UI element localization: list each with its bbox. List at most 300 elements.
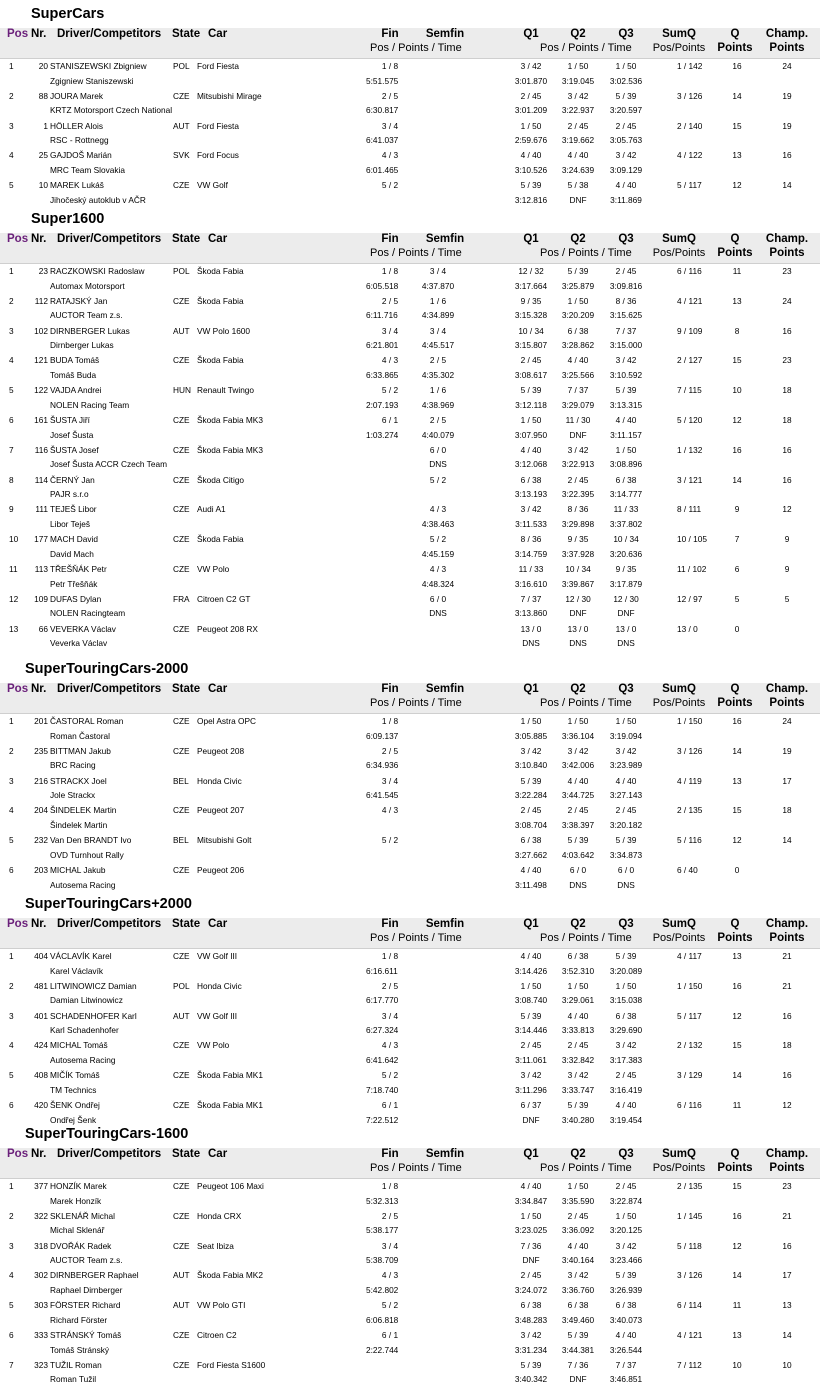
team-name: Petr Třešňák bbox=[50, 578, 98, 589]
q3-result: 3 / 42 bbox=[615, 150, 637, 161]
q3-result: 5 / 39 bbox=[615, 1270, 637, 1281]
sumq-result: 4 / 117 bbox=[677, 951, 702, 961]
sumq-result: 5 / 116 bbox=[677, 835, 702, 846]
driver-name: DIRNBERGER Raphael bbox=[50, 1270, 139, 1281]
final-time: 6:05.518 bbox=[366, 280, 399, 291]
q-points: 12 bbox=[732, 415, 742, 425]
q-points-header: Q bbox=[730, 918, 740, 930]
q2-header: Q2 bbox=[570, 918, 586, 930]
q-points-header: Q bbox=[730, 1148, 740, 1160]
q2-time: 3:42.006 bbox=[561, 760, 595, 771]
start-number-cell: 303 bbox=[34, 1300, 48, 1311]
q1-time: 3:05.885 bbox=[514, 730, 548, 741]
championship-points: 23 bbox=[782, 1181, 792, 1191]
sumq-result: 1 / 150 bbox=[677, 980, 703, 991]
driver-name: DVOŘÁK Radek bbox=[50, 1240, 112, 1251]
car-cell: Renault Twingo bbox=[197, 385, 255, 396]
q2-result: 12 / 30 bbox=[565, 593, 591, 604]
state-cell: CZE bbox=[173, 564, 190, 574]
driver-name: DIRNBERGER Lukas bbox=[50, 325, 130, 336]
final-result: 4 / 3 bbox=[381, 1270, 399, 1281]
state-header: State bbox=[172, 918, 201, 930]
q3-time: 3:14.777 bbox=[609, 489, 643, 500]
q-points: 11 bbox=[732, 1100, 742, 1110]
q1-result: 6 / 38 bbox=[520, 835, 542, 846]
q2-result: 2 / 45 bbox=[567, 474, 589, 485]
car-header: Car bbox=[208, 918, 228, 930]
state-header: State bbox=[172, 1148, 201, 1160]
fin-subheader: Pos / Points / Time bbox=[370, 42, 462, 54]
section-title: SuperTouringCars-2000 bbox=[25, 661, 189, 677]
q1-result: 1 / 50 bbox=[520, 716, 542, 726]
q-points: 15 bbox=[732, 120, 742, 131]
q-points: 6 bbox=[734, 564, 740, 574]
q2-time: 3:29.079 bbox=[561, 399, 595, 410]
q1-time: 3:12.068 bbox=[514, 459, 548, 470]
q3-time: 3:27.143 bbox=[609, 790, 643, 801]
final-result: 3 / 4 bbox=[381, 775, 399, 786]
driver-name: LITWINOWICZ Damian bbox=[50, 980, 137, 991]
q2-result: 8 / 36 bbox=[567, 504, 589, 515]
car-cell: Mitsubishi Mirage bbox=[197, 90, 262, 101]
q2-result: 3 / 42 bbox=[567, 1070, 589, 1081]
q2-result: 4 / 40 bbox=[567, 150, 589, 161]
sumq-result: 1 / 145 bbox=[677, 1210, 703, 1221]
q2-time: 3:33.813 bbox=[561, 1025, 595, 1036]
semfin-header: Semfin bbox=[425, 918, 465, 930]
final-result: 3 / 4 bbox=[381, 1010, 399, 1021]
car-cell: VW Golf III bbox=[197, 1010, 238, 1021]
champ-header: Champ. bbox=[765, 28, 809, 40]
q1-result: 3 / 42 bbox=[520, 61, 542, 71]
start-number-cell: 201 bbox=[34, 716, 48, 726]
q1-result: 6 / 37 bbox=[520, 1100, 542, 1110]
q-points: 10 bbox=[732, 385, 742, 396]
state-cell: CZE bbox=[173, 623, 190, 634]
sumq-result: 6 / 116 bbox=[677, 266, 702, 276]
q3-result: 3 / 42 bbox=[615, 1240, 637, 1251]
start-number-cell: 203 bbox=[34, 865, 48, 875]
q3-result: 4 / 40 bbox=[615, 775, 637, 786]
team-name: Marek Honzík bbox=[50, 1195, 102, 1206]
final-time: 6:06.818 bbox=[366, 1314, 399, 1325]
sumq-header: SumQ bbox=[662, 233, 696, 245]
q3-result: 2 / 45 bbox=[615, 805, 637, 816]
champ-subheader: Points bbox=[769, 932, 805, 944]
championship-points: 24 bbox=[782, 716, 792, 726]
start-number-cell: 102 bbox=[34, 325, 48, 336]
state-cell: AUT bbox=[173, 1010, 190, 1021]
q-points: 14 bbox=[732, 1070, 742, 1081]
final-result: 4 / 3 bbox=[381, 355, 399, 366]
driver-name: TEJEŠ Libor bbox=[50, 504, 97, 515]
team-name: Josef Šusta bbox=[50, 429, 94, 440]
q1-result: 11 / 33 bbox=[518, 564, 544, 574]
final-time: 6:01.465 bbox=[366, 164, 399, 175]
q1-result: 1 / 50 bbox=[520, 1210, 542, 1221]
driver-name: MICHAL Jakub bbox=[50, 865, 106, 875]
sumq-result: 4 / 121 bbox=[677, 1330, 703, 1340]
q1-result: 3 / 42 bbox=[520, 1330, 542, 1340]
semfin-header: Semfin bbox=[425, 1148, 465, 1160]
q3-result: 2 / 45 bbox=[615, 1070, 637, 1081]
q3-result: 3 / 42 bbox=[615, 745, 637, 756]
q-points: 14 bbox=[732, 745, 742, 756]
q-points: 8 bbox=[734, 325, 740, 336]
q3-result: 11 / 33 bbox=[613, 504, 639, 515]
championship-points: 14 bbox=[782, 835, 792, 846]
q2-time: 3:35.590 bbox=[561, 1195, 595, 1206]
car-cell: Škoda Fabia bbox=[197, 355, 244, 366]
fin-header: Fin bbox=[381, 1148, 399, 1160]
pos-header: Pos bbox=[7, 28, 29, 40]
final-time: 2:07.193 bbox=[366, 399, 399, 410]
q1-time: 3:11.498 bbox=[515, 879, 547, 890]
final-result: 2 / 5 bbox=[381, 745, 399, 756]
q2-result: 3 / 42 bbox=[567, 745, 589, 756]
final-result: 6 / 1 bbox=[381, 415, 399, 425]
team-name: Roman Tužil bbox=[50, 1374, 97, 1385]
start-number-cell: 322 bbox=[34, 1210, 48, 1221]
semifinal-time: 4:45.517 bbox=[421, 340, 455, 351]
results-section bbox=[0, 205, 820, 215]
q-points: 12 bbox=[732, 1010, 742, 1021]
champ-header: Champ. bbox=[765, 1148, 809, 1160]
team-name: Michal Sklenář bbox=[50, 1225, 105, 1236]
q3-header: Q3 bbox=[618, 918, 634, 930]
state-cell: POL bbox=[173, 266, 190, 276]
championship-points: 18 bbox=[782, 385, 792, 396]
q3-time: 3:20.597 bbox=[609, 105, 643, 116]
final-result: 6 / 1 bbox=[381, 1330, 399, 1340]
team-name: RSC - Rottnegg bbox=[50, 135, 109, 146]
start-number-cell: 235 bbox=[34, 745, 48, 756]
q1-result: 8 / 36 bbox=[520, 534, 542, 545]
q2-time: 3:29.898 bbox=[561, 518, 595, 529]
start-number-cell: 25 bbox=[38, 150, 48, 161]
driver-name: HÖLLER Alois bbox=[50, 120, 104, 131]
start-number-cell: 121 bbox=[34, 355, 48, 366]
position-cell: 6 bbox=[9, 415, 14, 425]
q2-time: 3:24.639 bbox=[561, 164, 595, 175]
driver-name: ŠUSTA Josef bbox=[50, 444, 99, 455]
sumq-result: 7 / 115 bbox=[677, 385, 702, 396]
champ-header: Champ. bbox=[765, 233, 809, 245]
q-points: 13 bbox=[732, 295, 742, 306]
q2-time: 3:36.760 bbox=[561, 1284, 595, 1295]
driver-header: Driver/Competitors bbox=[57, 683, 162, 695]
team-name: Dirnberger Lukas bbox=[50, 340, 114, 351]
fin-subheader: Pos / Points / Time bbox=[370, 1162, 462, 1174]
q-points: 0 bbox=[734, 623, 740, 634]
q2-time: 3:44.725 bbox=[561, 790, 595, 801]
section-title: Super1600 bbox=[31, 211, 105, 227]
sumq-result: 3 / 121 bbox=[677, 474, 703, 485]
championship-points: 17 bbox=[782, 1270, 792, 1281]
state-cell: POL bbox=[173, 61, 190, 71]
q3-time: DNF bbox=[617, 608, 635, 619]
final-result: 4 / 3 bbox=[381, 1040, 399, 1051]
state-cell: CZE bbox=[173, 745, 190, 756]
q1-result: 7 / 37 bbox=[520, 593, 542, 604]
position-cell: 9 bbox=[9, 504, 14, 515]
q3-result: 4 / 40 bbox=[615, 1330, 637, 1340]
q3-result: 2 / 45 bbox=[615, 120, 637, 131]
team-name: NOLEN Racingteam bbox=[50, 608, 126, 619]
q1-time: 3:01.209 bbox=[514, 105, 548, 116]
q-points: 10 bbox=[732, 1359, 742, 1370]
q1-time: 3:31.234 bbox=[514, 1344, 548, 1355]
championship-points: 19 bbox=[782, 90, 792, 101]
q3-time: 3:05.763 bbox=[609, 135, 643, 146]
start-number-cell: 10 bbox=[38, 180, 48, 191]
sumq-header: SumQ bbox=[662, 1148, 696, 1160]
q1-time: 3:12.118 bbox=[515, 399, 547, 410]
state-cell: SVK bbox=[173, 150, 190, 161]
section-title: SuperCars bbox=[31, 6, 105, 22]
sumq-subheader: Pos/Points bbox=[652, 1162, 706, 1174]
final-time: 6:11.716 bbox=[366, 310, 398, 321]
q2-time: 3:19.662 bbox=[561, 135, 595, 146]
sumq-result: 8 / 111 bbox=[677, 504, 702, 515]
start-number-cell: 420 bbox=[34, 1100, 48, 1110]
car-cell: Honda CRX bbox=[197, 1210, 242, 1221]
q3-time: 3:11.869 bbox=[610, 194, 642, 205]
driver-header: Driver/Competitors bbox=[57, 1148, 162, 1160]
q-points: 16 bbox=[732, 61, 742, 71]
q1-result: 9 / 35 bbox=[520, 295, 542, 306]
q1-result: 1 / 50 bbox=[520, 980, 542, 991]
position-cell: 5 bbox=[9, 835, 14, 846]
car-cell: Honda Civic bbox=[197, 775, 242, 786]
semifinal-result: 5 / 2 bbox=[429, 474, 447, 485]
q-points: 16 bbox=[732, 444, 742, 455]
q-points: 11 bbox=[732, 266, 742, 276]
championship-points: 19 bbox=[782, 745, 792, 756]
position-cell: 2 bbox=[9, 980, 14, 991]
q3-result: 5 / 39 bbox=[615, 385, 637, 396]
sumq-result: 1 / 150 bbox=[677, 716, 703, 726]
start-number-cell: 20 bbox=[38, 61, 48, 71]
qualifying-subheader: Pos / Points / Time bbox=[540, 932, 632, 944]
team-name: PAJR s.r.o bbox=[50, 489, 89, 500]
q3-result: 6 / 0 bbox=[617, 865, 635, 875]
final-result: 2 / 5 bbox=[381, 980, 399, 991]
q3-time: 3:19.454 bbox=[609, 1114, 643, 1125]
semifinal-time: 4:48.324 bbox=[421, 578, 455, 589]
state-cell: HUN bbox=[173, 385, 191, 396]
q2-header: Q2 bbox=[570, 1148, 586, 1160]
driver-name: RATAJSKÝ Jan bbox=[50, 295, 108, 306]
car-cell: Škoda Fabia MK3 bbox=[197, 444, 263, 455]
driver-name: TŘEŠŇÁK Petr bbox=[50, 564, 107, 574]
q2-result: 6 / 38 bbox=[567, 951, 589, 961]
position-cell: 5 bbox=[9, 1300, 14, 1311]
nr-header: Nr. bbox=[31, 1148, 47, 1160]
q3-time: 3:29.690 bbox=[609, 1025, 643, 1036]
sumq-result: 5 / 120 bbox=[677, 415, 703, 425]
q2-result: 1 / 50 bbox=[567, 716, 589, 726]
semifinal-result: 5 / 2 bbox=[429, 534, 447, 545]
semifinal-time: 4:38.463 bbox=[421, 518, 455, 529]
championship-points: 10 bbox=[782, 1359, 792, 1370]
q3-result: 3 / 42 bbox=[615, 355, 637, 366]
results-section bbox=[0, 0, 820, 10]
q2-time: 3:25.566 bbox=[561, 369, 595, 380]
position-cell: 1 bbox=[9, 1181, 14, 1191]
champ-header: Champ. bbox=[765, 683, 809, 695]
q1-time: 3:15.807 bbox=[514, 340, 548, 351]
final-time: 2:22.744 bbox=[366, 1344, 399, 1355]
q1-time: 3:16.610 bbox=[514, 578, 548, 589]
q3-time: 3:17.879 bbox=[609, 578, 643, 589]
final-time: 5:32.313 bbox=[366, 1195, 399, 1206]
q-points: 15 bbox=[732, 355, 742, 366]
team-name: Autosema Racing bbox=[50, 879, 116, 890]
q3-result: 1 / 50 bbox=[615, 61, 637, 71]
q3-result: 4 / 40 bbox=[615, 1100, 637, 1110]
q2-result: 1 / 50 bbox=[567, 61, 589, 71]
start-number-cell: 161 bbox=[34, 415, 48, 425]
team-name: NOLEN Racing Team bbox=[50, 399, 130, 410]
car-header: Car bbox=[208, 1148, 228, 1160]
championship-points: 5 bbox=[784, 593, 790, 604]
position-cell: 1 bbox=[9, 951, 14, 961]
championship-points: 18 bbox=[782, 805, 792, 816]
q2-time: 3:32.842 bbox=[561, 1054, 595, 1065]
state-cell: CZE bbox=[173, 504, 190, 515]
q-points-header: Q bbox=[730, 233, 740, 245]
q3-time: 3:37.802 bbox=[609, 518, 643, 529]
q-points-subheader: Points bbox=[717, 247, 753, 259]
position-cell: 2 bbox=[9, 295, 14, 306]
q1-time: 3:08.704 bbox=[514, 819, 548, 830]
start-number-cell: 216 bbox=[34, 775, 48, 786]
pos-header: Pos bbox=[7, 233, 29, 245]
q-points: 12 bbox=[732, 180, 742, 191]
start-number-cell: 114 bbox=[34, 474, 48, 485]
championship-points: 16 bbox=[782, 1010, 792, 1021]
position-cell: 11 bbox=[9, 564, 18, 574]
sumq-result: 5 / 117 bbox=[677, 1010, 702, 1021]
q1-header: Q1 bbox=[523, 233, 539, 245]
state-cell: CZE bbox=[173, 1100, 190, 1110]
car-cell: Peugeot 206 bbox=[197, 865, 245, 875]
car-cell: Škoda Fabia bbox=[197, 295, 244, 306]
q2-result: 13 / 0 bbox=[567, 623, 589, 634]
semifinal-result: 2 / 5 bbox=[429, 415, 447, 425]
position-cell: 12 bbox=[9, 593, 19, 604]
driver-name: STRACKX Joel bbox=[50, 775, 107, 786]
state-cell: CZE bbox=[173, 805, 190, 816]
driver-name: VÁCLAVÍK Karel bbox=[50, 951, 112, 961]
championship-points: 16 bbox=[782, 1240, 792, 1251]
q-points: 15 bbox=[732, 1181, 742, 1191]
car-cell: Škoda Fabia bbox=[197, 534, 244, 545]
q3-header: Q3 bbox=[618, 28, 634, 40]
q1-result: 2 / 45 bbox=[520, 90, 542, 101]
q3-result: 4 / 40 bbox=[615, 415, 637, 425]
position-cell: 3 bbox=[9, 325, 14, 336]
q2-result: 4 / 40 bbox=[567, 1240, 589, 1251]
q3-time: 3:13.315 bbox=[609, 399, 643, 410]
state-cell: CZE bbox=[173, 1070, 190, 1081]
q1-result: 3 / 42 bbox=[520, 1070, 542, 1081]
sumq-result: 5 / 118 bbox=[677, 1240, 702, 1251]
championship-points: 14 bbox=[782, 180, 792, 191]
driver-name: BITTMAN Jakub bbox=[50, 745, 111, 756]
q-points: 14 bbox=[732, 1270, 742, 1281]
sumq-result: 6 / 116 bbox=[677, 1100, 702, 1110]
team-name: Tomáš Stránský bbox=[50, 1344, 110, 1355]
q-points-header: Q bbox=[730, 683, 740, 695]
q3-result: 7 / 37 bbox=[615, 1359, 637, 1370]
driver-name: SCHADENHOFER Karl bbox=[50, 1010, 137, 1021]
q-points-subheader: Points bbox=[717, 932, 753, 944]
final-result: 5 / 2 bbox=[381, 180, 399, 191]
state-cell: CZE bbox=[173, 295, 190, 306]
driver-header: Driver/Competitors bbox=[57, 28, 162, 40]
car-cell: Škoda Citigo bbox=[197, 474, 245, 485]
q3-time: 3:19.094 bbox=[609, 730, 643, 741]
q2-time: DNF bbox=[569, 429, 587, 440]
q2-header: Q2 bbox=[570, 233, 586, 245]
championship-points: 23 bbox=[782, 355, 792, 366]
q2-result: 2 / 45 bbox=[567, 1040, 589, 1051]
start-number-cell: 323 bbox=[34, 1359, 48, 1370]
semifinal-time: 4:38.969 bbox=[421, 399, 455, 410]
state-cell: CZE bbox=[173, 865, 190, 875]
position-cell: 1 bbox=[9, 266, 14, 276]
q2-header: Q2 bbox=[570, 683, 586, 695]
car-cell: VW Polo bbox=[197, 1040, 230, 1051]
position-cell: 7 bbox=[9, 444, 14, 455]
state-cell: AUT bbox=[173, 325, 190, 336]
sumq-result: 6 / 40 bbox=[677, 865, 698, 875]
semifinal-result: 1 / 6 bbox=[429, 385, 447, 396]
sumq-result: 3 / 126 bbox=[677, 1270, 703, 1281]
team-name: David Mach bbox=[50, 548, 94, 559]
semifinal-time: DNS bbox=[429, 608, 447, 619]
q1-time: 3:22.284 bbox=[514, 790, 548, 801]
q3-time: 3:09.129 bbox=[609, 164, 643, 175]
driver-name: MIČÍK Tomáš bbox=[50, 1070, 100, 1081]
championship-points: 12 bbox=[782, 1100, 792, 1110]
q3-time: 3:26.939 bbox=[609, 1284, 643, 1295]
q-points: 13 bbox=[732, 775, 742, 786]
sumq-result: 5 / 117 bbox=[677, 180, 702, 191]
q2-time: 3:36.104 bbox=[561, 730, 595, 741]
q3-header: Q3 bbox=[618, 233, 634, 245]
position-cell: 10 bbox=[9, 534, 19, 545]
team-name: AUCTOR Team z.s. bbox=[50, 1255, 123, 1266]
position-cell: 2 bbox=[9, 745, 14, 756]
q-points: 9 bbox=[734, 504, 740, 515]
q3-result: 4 / 40 bbox=[615, 180, 637, 191]
position-cell: 3 bbox=[9, 1010, 14, 1021]
q3-time: 3:40.073 bbox=[609, 1314, 643, 1325]
q1-header: Q1 bbox=[523, 918, 539, 930]
state-cell: POL bbox=[173, 980, 190, 991]
state-cell: BEL bbox=[173, 835, 189, 846]
state-cell: CZE bbox=[173, 1240, 190, 1251]
final-time: 6:21.801 bbox=[366, 340, 399, 351]
position-cell: 3 bbox=[9, 1240, 14, 1251]
final-time: 6:33.865 bbox=[366, 369, 399, 380]
state-header: State bbox=[172, 683, 201, 695]
q2-time: 3:28.862 bbox=[561, 340, 595, 351]
team-name: Zgigniew Staniszewski bbox=[50, 75, 134, 86]
